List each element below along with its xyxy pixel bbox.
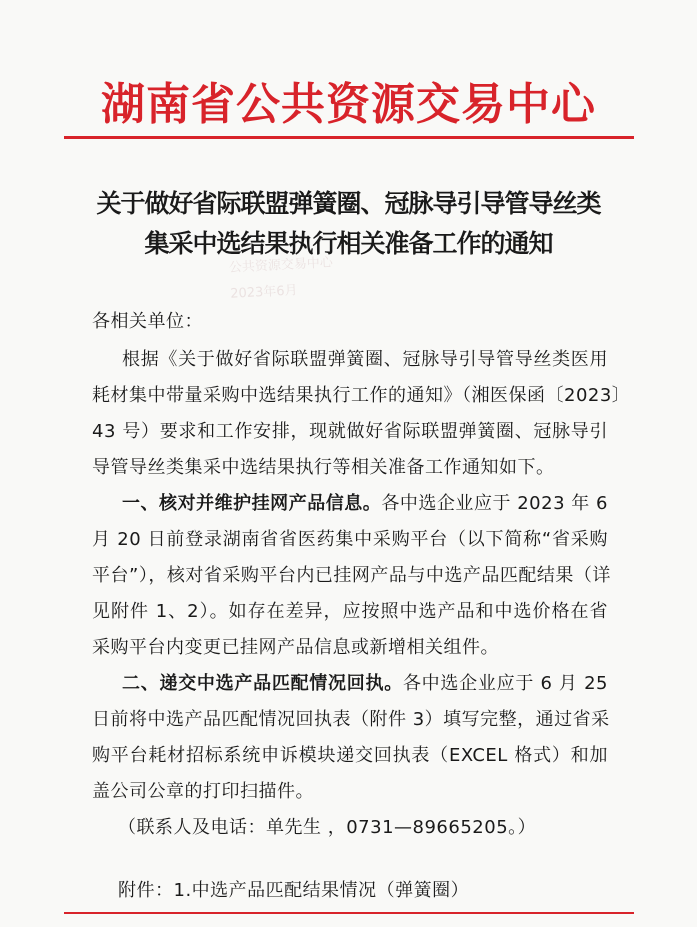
section-2-line-4: 盖公司公章的打印扫描件。 [92, 781, 314, 802]
salutation: 各相关单位： [92, 311, 203, 332]
section-1-line-2: 月 20 日前登录湖南省省医药集中采购平台（以下简称“省采购 [92, 529, 608, 550]
org-header-title: 湖南省公共资源交易中心 [101, 79, 596, 130]
section-1-line-1-text: 各中选企业应于 2023 年 6 [381, 493, 609, 514]
section-2-line-1 [122, 669, 608, 695]
paragraph-1-line-2: 耗材集中带量采购中选结果执行工作的通知》（湘医保函〔2023〕 [92, 385, 631, 406]
document-title-line-1: 关于做好省际联盟弹簧圈、冠脉导引导管导丝类 [96, 189, 601, 218]
section-1-heading: 一、核对并维护挂网产品信息。 [122, 493, 382, 514]
section-1-line-4: 见附件 1、2）。如存在差异，应按照中选产品和中选价格在省 [92, 601, 608, 622]
header-red-rule [64, 136, 634, 139]
section-1-line-3: 平台”），核对省采购平台内已挂网产品与中选产品匹配结果（详 [92, 565, 611, 586]
stamp-text-line-1: 公共资源交易中心 [228, 255, 334, 276]
section-2-line-1-text: 各中选企业应于 6 月 25 [402, 673, 608, 694]
attachment-label: 附件： [118, 880, 174, 901]
paragraph-1-line-1: 根据《关于做好省际联盟弹簧圈、冠脉导引导管导丝类医用 [122, 349, 608, 370]
section-2-line-3: 购平台耗材招标系统申诉模块递交回执表（EXCEL 格式）和加 [92, 745, 608, 766]
document-title-line-2: 集采中选结果执行相关准备工作的通知 [144, 229, 553, 258]
paragraph-1-line-4: 导管导丝类集采中选结果执行等相关准备工作通知如下。 [92, 457, 555, 478]
attachment-line [118, 876, 638, 902]
section-1-line-5: 采购平台内变更已挂网产品信息或新增相关组件。 [92, 637, 499, 658]
footer-red-rule [64, 912, 634, 914]
section-2-line-2: 日前将中选产品匹配情况回执表（附件 3）填写完整，通过省采 [92, 709, 610, 730]
stamp-text-line-2: 2023年6月 [229, 283, 298, 302]
attachment-item-1: 1.中选产品匹配结果情况（弹簧圈） [173, 880, 470, 901]
section-1-line-1 [122, 489, 608, 515]
contact-info: （联系人及电话：单先生 ，0731—89665205。） [118, 817, 537, 838]
paragraph-1-line-3: 43 号）要求和工作安排，现就做好省际联盟弹簧圈、冠脉导引 [92, 421, 608, 442]
section-2-heading: 二、递交中选产品匹配情况回执。 [122, 673, 403, 694]
